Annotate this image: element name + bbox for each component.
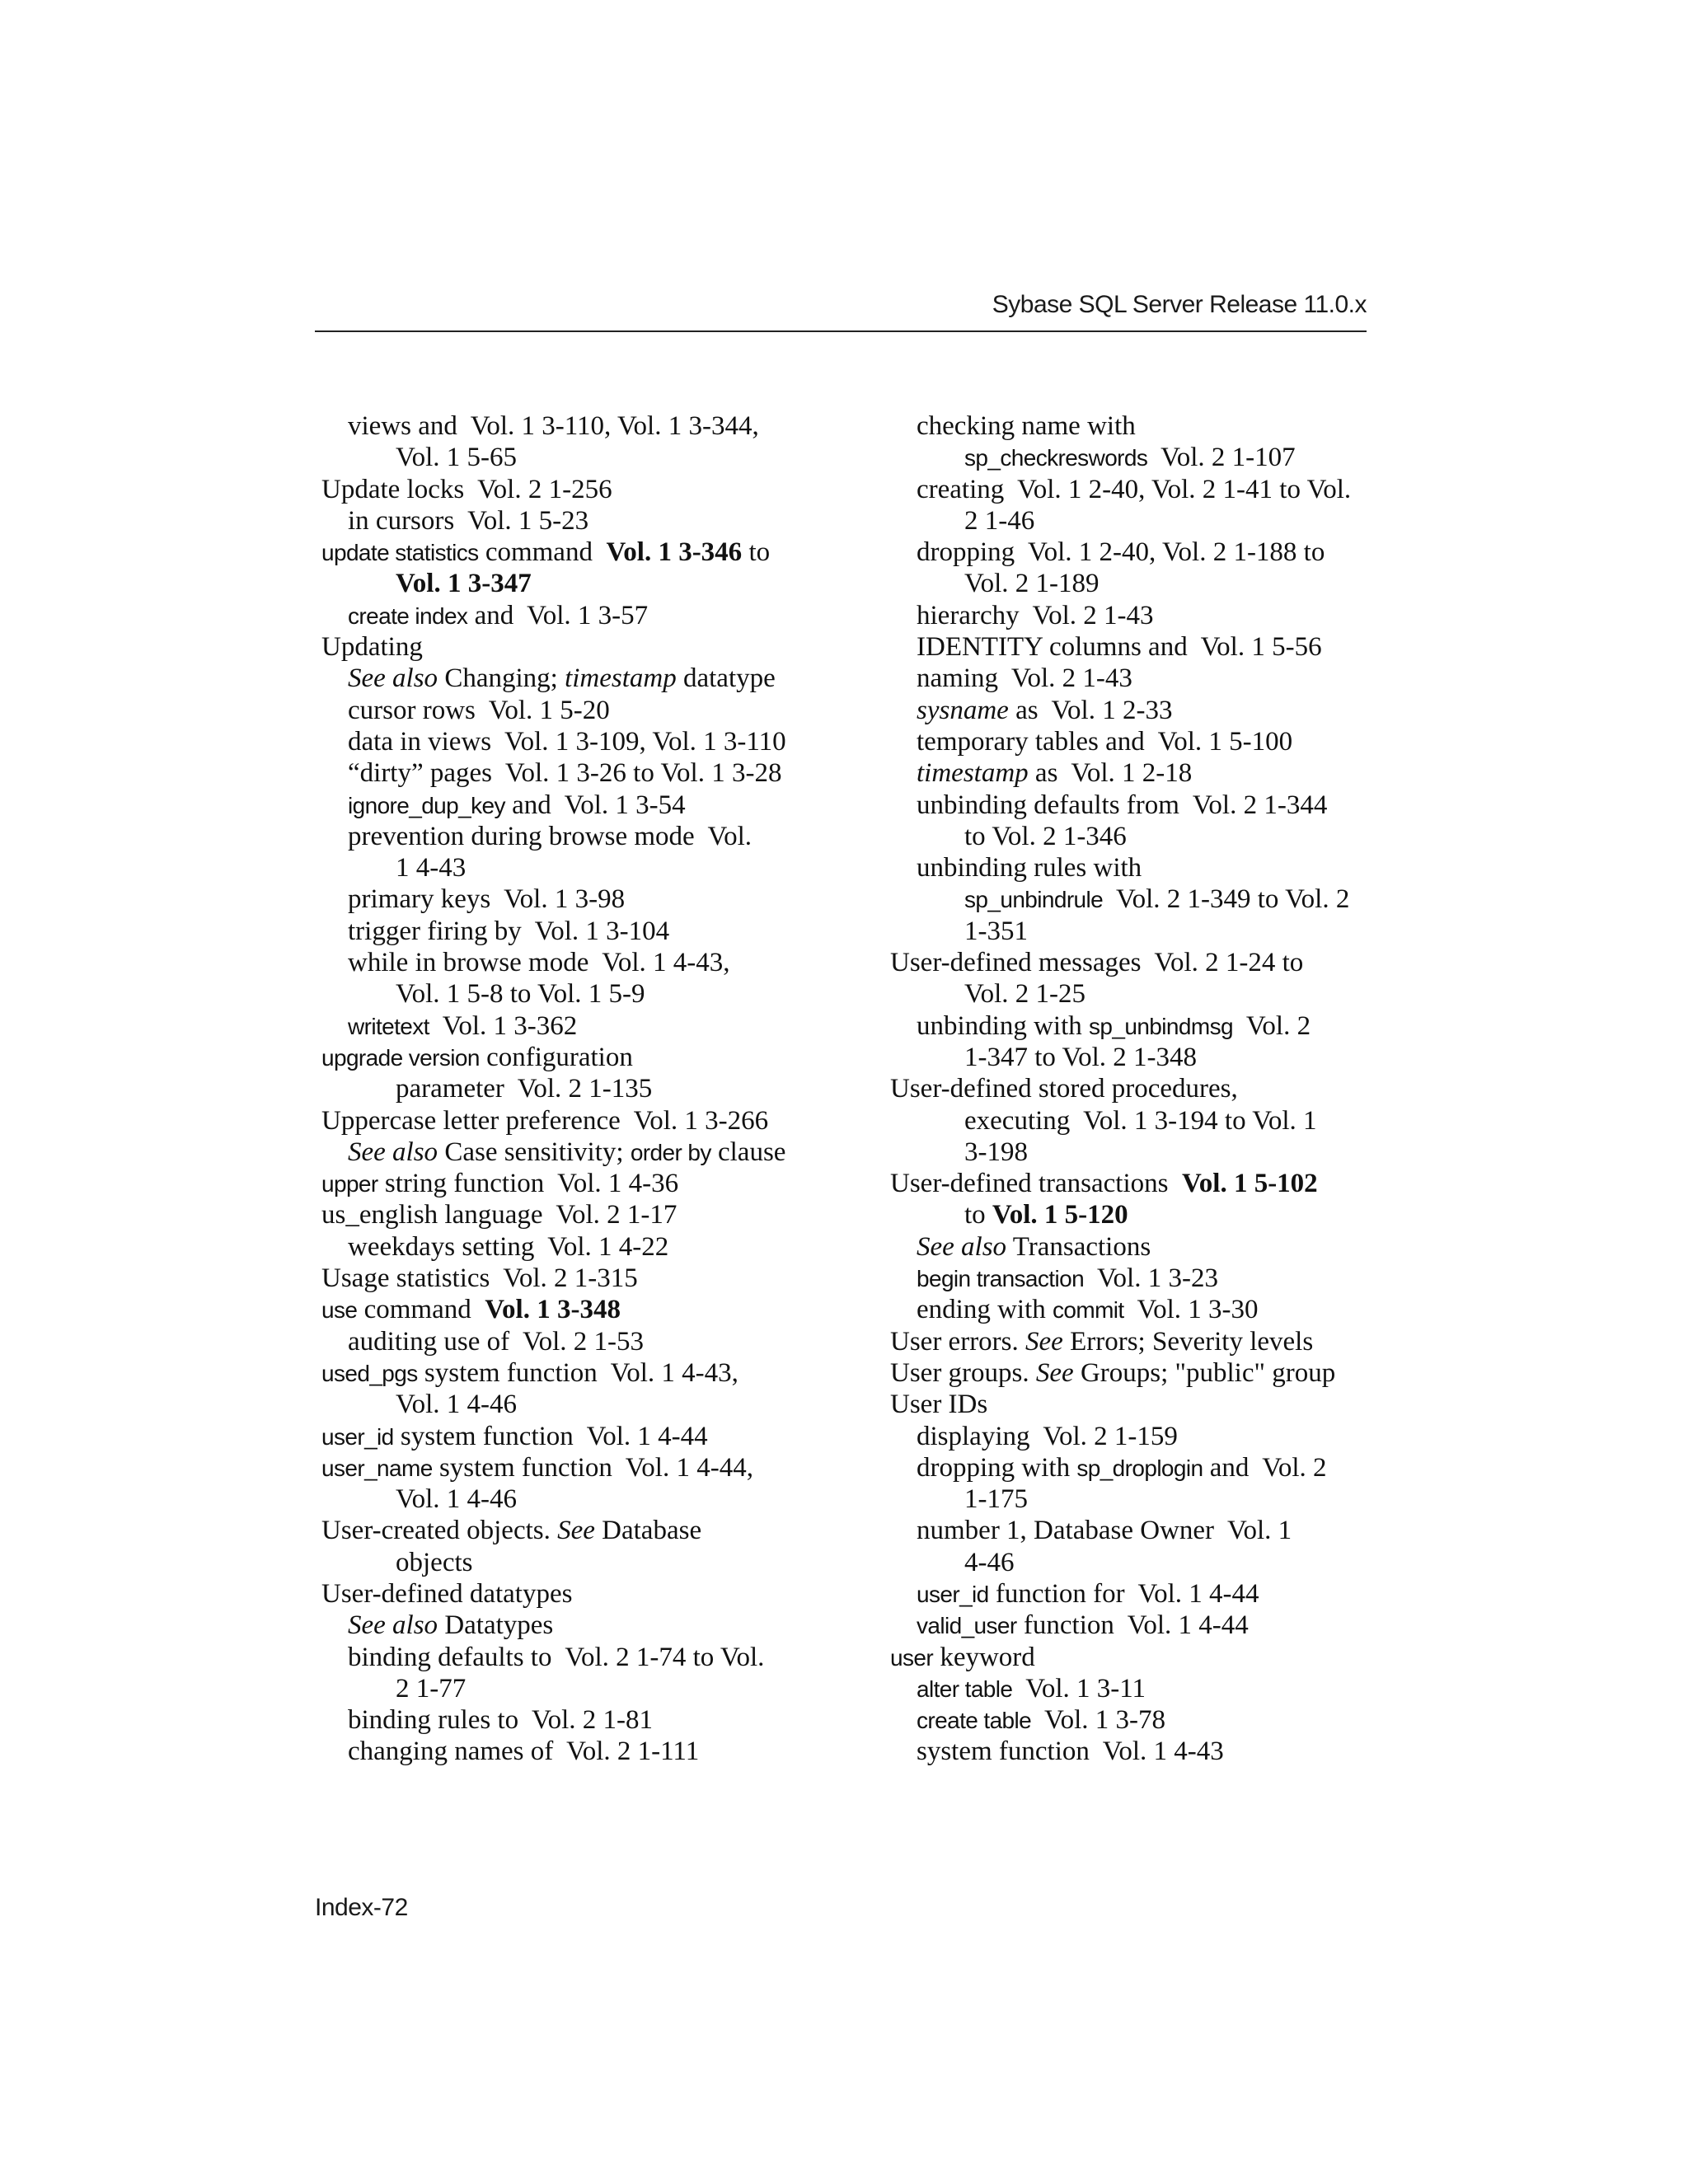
entry-text: configuration xyxy=(479,1042,633,1072)
code-term: order by xyxy=(630,1139,711,1165)
entry-text: Groups; "public" group xyxy=(1073,1357,1336,1388)
entry-text: User groups. xyxy=(890,1357,1036,1388)
index-subentry xyxy=(890,1263,1385,1294)
index-entry xyxy=(890,1357,1385,1389)
entry-text: unbinding defaults from Vol. 2 1-344 xyxy=(917,790,1328,820)
entry-text: naming Vol. 2 1-43 xyxy=(917,663,1132,694)
entry-text: User errors. xyxy=(890,1326,1026,1357)
entry-text: primary keys Vol. 1 3-98 xyxy=(348,884,626,915)
index-subentry xyxy=(321,1073,832,1104)
entry-text: Vol. 1 3-23 xyxy=(1084,1263,1218,1294)
index-entry xyxy=(321,1452,832,1483)
index-subentry xyxy=(890,474,1385,505)
index-subentry xyxy=(321,790,832,821)
index-subentry xyxy=(890,757,1385,789)
entry-text: unbinding rules with xyxy=(917,853,1142,883)
index-subentry xyxy=(890,442,1385,473)
entry-text: datatype xyxy=(676,663,776,694)
entry-text: binding defaults to Vol. 2 1-74 to Vol. xyxy=(348,1642,765,1672)
index-entry xyxy=(321,631,832,663)
page-reference-primary: Vol. 1 3-346 xyxy=(606,537,743,568)
italic-term: See xyxy=(1025,1326,1063,1357)
entry-text: hierarchy Vol. 2 1-43 xyxy=(917,600,1154,630)
code-term: sp_checkreswords xyxy=(964,445,1148,471)
index-subentry xyxy=(890,821,1385,852)
entry-text: 1-347 to Vol. 2 1-348 xyxy=(964,1042,1198,1072)
entry-text: Vol. 1 4-46 xyxy=(396,1484,517,1515)
entry-text: as Vol. 1 2-18 xyxy=(1028,758,1193,789)
header-rule xyxy=(315,330,1367,332)
entry-text: changing names of Vol. 2 1-111 xyxy=(348,1736,700,1767)
index-subentry xyxy=(890,1673,1385,1704)
code-term: begin transaction xyxy=(917,1266,1085,1292)
italic-term: timestamp xyxy=(565,663,677,694)
italic-term: See also xyxy=(917,1231,1007,1262)
entry-text: Vol. 2 1-349 to Vol. 2 xyxy=(1103,884,1350,915)
index-subentry xyxy=(890,1578,1385,1610)
index-entry xyxy=(890,1073,1385,1104)
index-entry xyxy=(890,1326,1385,1357)
index-subentry xyxy=(321,505,832,537)
entry-text: User IDs xyxy=(890,1390,988,1420)
index-subentry xyxy=(321,1326,832,1357)
index-subentry xyxy=(890,1137,1385,1168)
index-subentry xyxy=(890,916,1385,947)
entry-text: us_english language Vol. 2 1-17 xyxy=(321,1200,678,1230)
index-subentry xyxy=(321,410,832,442)
entry-text: Vol. 1 3-78 xyxy=(1031,1705,1166,1736)
code-term: commit xyxy=(1052,1297,1124,1324)
index-subentry xyxy=(890,537,1385,568)
index-entry xyxy=(890,947,1385,978)
index-subentry xyxy=(321,1010,832,1042)
index-subentry xyxy=(890,1010,1385,1042)
index-subentry xyxy=(321,1704,832,1736)
code-term: alter table xyxy=(917,1675,1013,1702)
code-term: used_pgs xyxy=(321,1360,418,1386)
entry-text: Case sensitivity; xyxy=(438,1137,631,1167)
entry-text: function for Vol. 1 4-44 xyxy=(988,1578,1259,1609)
entry-text: views and Vol. 1 3-110, Vol. 1 3-344, xyxy=(348,411,759,441)
index-subentry xyxy=(321,568,832,599)
index-subentry xyxy=(321,852,832,883)
entry-text: command xyxy=(478,537,607,568)
index-subentry xyxy=(321,1610,832,1641)
code-term: create index xyxy=(348,602,468,629)
index-subentry xyxy=(890,1231,1385,1263)
page-reference-primary: Vol. 1 5-120 xyxy=(992,1200,1128,1230)
entry-text: displaying Vol. 2 1-159 xyxy=(917,1421,1178,1451)
index-entry xyxy=(321,474,832,505)
entry-text: Vol. 2 1-25 xyxy=(964,979,1085,1010)
code-term: user_name xyxy=(321,1455,433,1481)
code-term: writetext xyxy=(348,1013,429,1039)
index-subentry xyxy=(890,1704,1385,1736)
index-entry xyxy=(321,537,832,568)
index-entry xyxy=(890,1642,1385,1673)
index-subentry xyxy=(890,978,1385,1010)
entry-text: prevention during browse mode Vol. xyxy=(348,821,753,851)
entry-text: 4-46 xyxy=(964,1547,1015,1577)
index-subentry xyxy=(890,631,1385,663)
code-term: use xyxy=(321,1297,358,1324)
index-subentry xyxy=(321,978,832,1010)
entry-text: to Vol. 2 1-346 xyxy=(964,821,1127,851)
index-subentry xyxy=(890,568,1385,599)
entry-text: system function Vol. 1 4-44 xyxy=(393,1421,708,1451)
index-entry xyxy=(321,1042,832,1073)
index-entry xyxy=(890,1389,1385,1420)
code-term: valid_user xyxy=(917,1613,1017,1639)
entry-text: User-created objects. xyxy=(321,1516,558,1546)
code-term: ignore_dup_key xyxy=(348,792,505,818)
entry-text: 1-351 xyxy=(964,916,1028,946)
index-subentry xyxy=(321,1137,832,1168)
entry-text: clause xyxy=(710,1137,786,1167)
code-term: sp_droplogin xyxy=(1076,1455,1203,1481)
entry-text: Usage statistics Vol. 2 1-315 xyxy=(321,1263,638,1294)
italic-term: See xyxy=(557,1516,595,1546)
page-reference-primary: Vol. 1 3-348 xyxy=(485,1295,621,1325)
entry-text: Transactions xyxy=(1006,1231,1151,1262)
entry-text: while in browse mode Vol. 1 4-43, xyxy=(348,948,730,978)
index-subentry xyxy=(890,505,1385,537)
entry-text: to xyxy=(742,537,771,568)
entry-text: function Vol. 1 4-44 xyxy=(1016,1610,1249,1641)
entry-text: to xyxy=(964,1200,992,1230)
entry-text: temporary tables and Vol. 1 5-100 xyxy=(917,726,1293,757)
page-number: Index-72 xyxy=(315,1894,408,1921)
entry-text: 2 1-46 xyxy=(964,505,1035,536)
entry-text: User-defined transactions xyxy=(890,1169,1182,1199)
entry-text: Vol. 1 3-11 xyxy=(1012,1673,1146,1704)
entry-text: command xyxy=(357,1295,485,1325)
index-subentry xyxy=(321,1736,832,1767)
italic-term: timestamp xyxy=(917,758,1029,789)
index-subentry xyxy=(321,1231,832,1263)
entry-text: creating Vol. 1 2-40, Vol. 2 1-41 to Vol. xyxy=(917,474,1352,504)
entry-text: and Vol. 1 3-54 xyxy=(504,790,686,820)
index-column-left xyxy=(321,410,832,1768)
index-subentry xyxy=(321,442,832,473)
code-term: user_id xyxy=(917,1581,989,1607)
index-subentry xyxy=(890,1515,1385,1546)
code-term: update statistics xyxy=(321,540,479,566)
index-subentry xyxy=(321,600,832,631)
entry-text: Vol. 1 3-30 xyxy=(1123,1295,1259,1325)
entry-text: Vol. 1 5-65 xyxy=(396,443,517,473)
entry-text: “dirty” pages Vol. 1 3-26 to Vol. 1 3-28 xyxy=(348,758,782,789)
entry-text: Database xyxy=(594,1516,702,1546)
index-subentry xyxy=(890,410,1385,442)
entry-text: dropping Vol. 1 2-40, Vol. 2 1-188 to xyxy=(917,537,1325,568)
index-entry xyxy=(321,1105,832,1137)
italic-term: See also xyxy=(348,1137,438,1167)
entry-text: Changing; xyxy=(438,663,565,694)
index-subentry xyxy=(890,852,1385,883)
entry-text: Uppercase letter preference Vol. 1 3-266 xyxy=(321,1105,769,1136)
entry-text: 1 4-43 xyxy=(396,853,467,883)
italic-term: See also xyxy=(348,1610,438,1641)
entry-text: unbinding with xyxy=(917,1010,1090,1041)
entry-text: keyword xyxy=(933,1642,1035,1672)
index-entry xyxy=(321,1263,832,1294)
index-subentry xyxy=(321,757,832,789)
index-subentry xyxy=(321,883,832,915)
entry-text: 3-198 xyxy=(964,1137,1028,1167)
entry-text: 1-175 xyxy=(964,1484,1028,1515)
entry-text: dropping with xyxy=(917,1452,1077,1483)
entry-text: Errors; Severity levels xyxy=(1062,1326,1314,1357)
entry-text: binding rules to Vol. 2 1-81 xyxy=(348,1705,654,1736)
index-subentry xyxy=(890,1199,1385,1230)
index-subentry xyxy=(890,663,1385,694)
index-subentry xyxy=(321,695,832,726)
entry-text: cursor rows Vol. 1 5-20 xyxy=(348,695,610,725)
entry-text: User-defined messages Vol. 2 1-24 to xyxy=(890,948,1304,978)
entry-text: executing Vol. 1 3-194 to Vol. 1 xyxy=(964,1105,1317,1136)
index-subentry xyxy=(890,1610,1385,1641)
entry-text: Vol. 1 4-46 xyxy=(396,1390,517,1420)
entry-text: parameter Vol. 2 1-135 xyxy=(396,1074,653,1104)
index-subentry xyxy=(321,663,832,694)
index-subentry xyxy=(321,1483,832,1515)
entry-text: objects xyxy=(396,1547,473,1577)
entry-text: auditing use of Vol. 2 1-53 xyxy=(348,1326,645,1357)
entry-text: IDENTITY columns and Vol. 1 5-56 xyxy=(917,632,1322,663)
entry-text: as Vol. 1 2-33 xyxy=(1008,695,1173,725)
entry-text: Vol. 1 5-8 to Vol. 1 5-9 xyxy=(396,979,645,1010)
entry-text: trigger firing by Vol. 1 3-104 xyxy=(348,916,670,946)
index-entry xyxy=(321,1357,832,1389)
index-subentry xyxy=(890,790,1385,821)
index-subentry xyxy=(321,947,832,978)
entry-text: and Vol. 2 xyxy=(1203,1452,1327,1483)
index-entry xyxy=(321,1421,832,1452)
index-subentry xyxy=(321,1547,832,1578)
index-subentry xyxy=(321,726,832,757)
code-term: sp_unbindrule xyxy=(964,887,1104,913)
entry-text: string function Vol. 1 4-36 xyxy=(377,1169,679,1199)
entry-text: Datatypes xyxy=(438,1610,554,1641)
index-subentry xyxy=(321,1642,832,1673)
index-subentry xyxy=(890,695,1385,726)
index-entry xyxy=(321,1199,832,1230)
entry-text: checking name with xyxy=(917,411,1136,441)
index-subentry xyxy=(890,1547,1385,1578)
index-subentry xyxy=(890,1294,1385,1325)
index-subentry xyxy=(890,1105,1385,1137)
entry-text: in cursors Vol. 1 5-23 xyxy=(348,505,589,536)
index-subentry xyxy=(321,821,832,852)
entry-text: User-defined datatypes xyxy=(321,1578,573,1609)
entry-text: Vol. 2 1-107 xyxy=(1147,443,1296,473)
index-subentry xyxy=(890,883,1385,915)
entry-text: system function Vol. 1 4-43, xyxy=(417,1357,738,1388)
entry-text: weekdays setting Vol. 1 4-22 xyxy=(348,1231,669,1262)
code-term: sp_unbindmsg xyxy=(1089,1013,1233,1039)
entry-text: User-defined stored procedures, xyxy=(890,1074,1238,1104)
index-subentry xyxy=(321,1673,832,1704)
index-entry xyxy=(890,1168,1385,1199)
code-term: upgrade version xyxy=(321,1044,480,1071)
entry-text: and Vol. 1 3-57 xyxy=(467,600,649,630)
entry-text: data in views Vol. 1 3-109, Vol. 1 3-110 xyxy=(348,726,786,757)
italic-term: See xyxy=(1035,1357,1074,1388)
italic-term: sysname xyxy=(917,695,1009,725)
index-subentry xyxy=(321,1389,832,1420)
entry-text: Updating xyxy=(321,632,423,663)
italic-term: See also xyxy=(348,663,438,694)
index-entry xyxy=(321,1578,832,1610)
index-subentry xyxy=(321,916,832,947)
index-entry xyxy=(321,1294,832,1325)
index-entry xyxy=(321,1168,832,1199)
index-subentry xyxy=(890,1452,1385,1483)
running-header: Sybase SQL Server Release 11.0.x xyxy=(992,291,1367,318)
code-term: create table xyxy=(917,1708,1032,1734)
code-term: user xyxy=(890,1644,934,1671)
entry-text: Update locks Vol. 2 1-256 xyxy=(321,474,612,504)
index-subentry xyxy=(890,1483,1385,1515)
index-column-right xyxy=(890,410,1385,1768)
entry-text: system function Vol. 1 4-44, xyxy=(432,1452,753,1483)
index-subentry xyxy=(890,1042,1385,1073)
index-subentry xyxy=(890,600,1385,631)
page-reference-primary: Vol. 1 5-102 xyxy=(1181,1169,1318,1199)
entry-text: system function Vol. 1 4-43 xyxy=(917,1736,1224,1767)
index-subentry xyxy=(890,726,1385,757)
entry-text: number 1, Database Owner Vol. 1 xyxy=(917,1516,1292,1546)
index-entry xyxy=(321,1515,832,1546)
page-reference-primary: Vol. 1 3-347 xyxy=(396,569,532,599)
entry-text: ending with xyxy=(917,1295,1053,1325)
index-subentry xyxy=(890,1736,1385,1767)
code-term: user_id xyxy=(321,1423,394,1450)
index-subentry xyxy=(890,1421,1385,1452)
entry-text: Vol. 2 xyxy=(1232,1010,1311,1041)
entry-text: 2 1-77 xyxy=(396,1673,467,1704)
entry-text: Vol. 1 3-362 xyxy=(429,1010,578,1041)
code-term: upper xyxy=(321,1171,378,1197)
entry-text: Vol. 2 1-189 xyxy=(964,569,1100,599)
